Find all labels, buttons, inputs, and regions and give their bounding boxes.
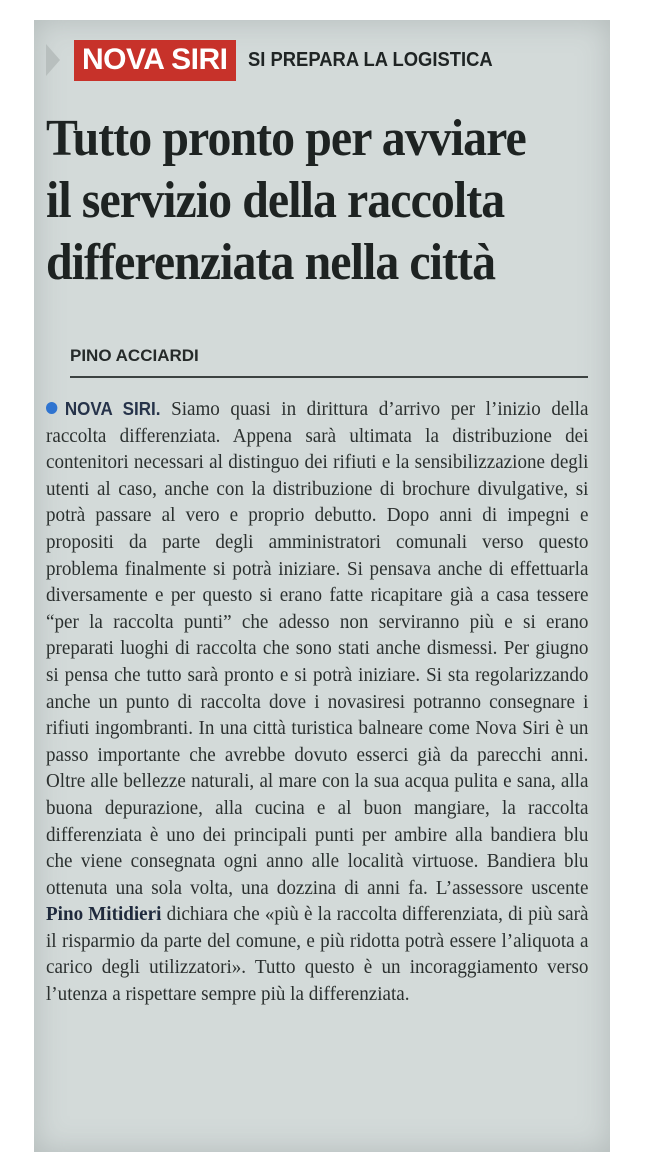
newspaper-clipping — [34, 20, 610, 1152]
byline: PINO ACCIARDI — [70, 346, 199, 365]
person-name: Pino Mitidieri — [46, 903, 162, 926]
body-text-part-1: Siamo quasi in dirittura d’arrivo per l’inizio della raccolta differenziata. Appena sarà ultimata la distribuzione dei contenitori necessari al distinguo dei rifiuti e la sensibilizzazione degli utenti al caso, anche con la distribuzione di brochure divulgative, si potrà passare al vero e proprio debutto. Dopo anni di impegni e propositi da parte degli amministratori comunali verso questo problema finalmente si potrà iniziare. Si pensava anche di effettuarla diversamente e per questo si erano fatte ricapitare già a casa tessere “per la raccolta punti” che adesso non serviranno più e si erano preparati luoghi di raccolta che sono stati anche dismessi. Per giugno si pensa che tutto sarà pronto e si potrà iniziare. Si sta regolarizzando anche un punto di raccolta dove i novasiresi potranno consegnare i rifiuti ingombranti. In una città turistica balneare come Nova Siri è un passo importante che avrebbe dovuto esserci già da parecchi anni. Oltre alle bellezze naturali, al mare con la sua acqua pulita e sana, alla buona depurazione, alla cucina e al buon mangiare, la raccolta differenziata è uno dei principali punti per ambire alla bandiera blu che viene consegnata ogni anno alle località virtuose. Bandiera blu ottenuta una sola volta, una dozzina di anni fa. L’assessore uscente — [46, 398, 589, 899]
dateline: NOVA SIRI. — [64, 399, 161, 419]
kicker-text: SI PREPARA LA LOGISTICA — [247, 48, 493, 71]
kicker — [46, 38, 513, 82]
byline-divider — [70, 376, 588, 378]
article-body — [46, 396, 588, 1008]
kicker-tag: NOVA SIRI — [74, 40, 236, 81]
headline: Tutto pronto per avviare il servizio della raccolta differenziata nella città — [46, 110, 526, 291]
body-text-part-2: dichiara che «più è la raccolta differenziata, di più sarà il risparmio da parte del comune, e più ridotta potrà essere l’aliquota a carico degli utilizzatori». Tutto questo è un incoraggiamento verso l’utenza a rispettare sempre più la differenziata. — [46, 903, 589, 1006]
bullet-dot-icon — [46, 402, 57, 414]
arrow-marker-icon — [46, 44, 60, 76]
